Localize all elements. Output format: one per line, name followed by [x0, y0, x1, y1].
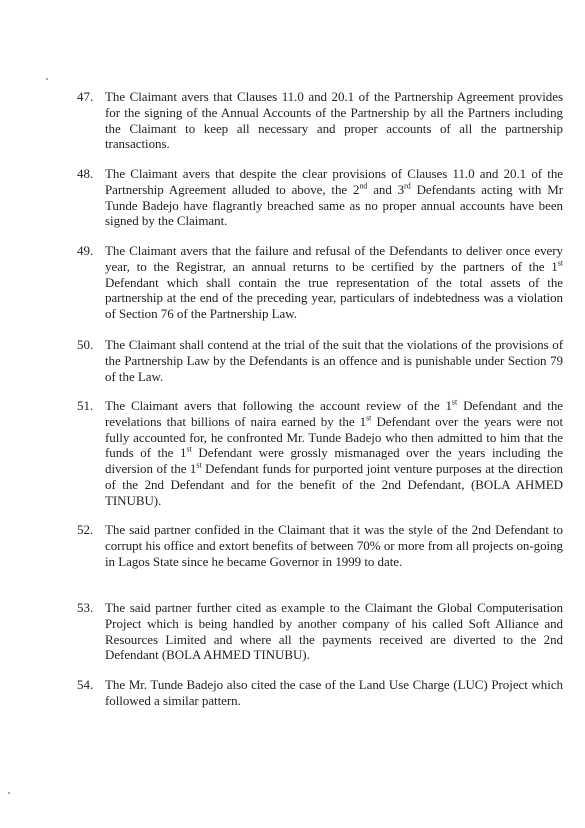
scan-speck — [46, 78, 48, 80]
paragraph-text: The Claimant avers that the failure and refusal of the Defendants to deliver once every year, to the Registrar, an annual returns to be certified by the partners of the 1st Defendant which shall contain the true representation of the total assets of the partnership at the end of the preceding year, particulars of indebtedness was a violation of Section 76 of the Partnership Law. — [105, 243, 563, 322]
paragraph-text: The Claimant shall contend at the trial of the suit that the violations of the provisions of the Partnership Law by the Defendants is an offence and is punishable under Section 79 of the Law. — [105, 337, 563, 384]
paragraph-number: 51. — [77, 398, 94, 413]
paragraph-number: 49. — [77, 243, 94, 258]
paragraph-number: 54. — [77, 677, 94, 692]
paragraph-number: 50. — [77, 337, 94, 352]
paragraph-text: The Mr. Tunde Badejo also cited the case of the Land Use Charge (LUC) Project which followed a similar pattern. — [105, 677, 563, 708]
paragraph-text: The Claimant avers that despite the clear provisions of Clauses 11.0 and 20.1 of the Partnership Agreement alluded to above, the 2nd and 3rd Defendants acting with Mr Tunde Badejo have flagrantly breached same as no proper annual accounts have been signed by the Claimant. — [105, 166, 563, 229]
paragraph-number: 48. — [77, 166, 94, 181]
paragraph-text: The Claimant avers that following the account review of the 1st Defendant and the revelations that billions of naira earned by the 1st Defendant over the years were not fully accounted for, he confronted Mr. Tunde Badejo who then admitted to him that the funds of the 1st Defendant were grossly mismanaged over the years including the diversion of the 1st Defendant funds for purported joint venture purposes at the direction of the 2nd Defendant and for the benefit of the 2nd Defendant, (BOLA AHMED TINUBU). — [105, 397, 564, 508]
paragraph-number: 52. — [77, 522, 94, 537]
paragraph-text: The said partner further cited as example to the Claimant the Global Computerisation Project which is being handled by another company of his called Soft Alliance and Resources Limited and where all the payments received are diverted to the 2nd Defendant (BOLA AHMED TINUBU). — [105, 600, 563, 663]
scan-speck — [8, 792, 10, 794]
paragraph-text: The said partner confided in the Claimant that it was the style of the 2nd Defendant to corrupt his office and extort benefits of between 70% or more from all projects on-going in Lagos State since he became Governor in 1999 to date. — [105, 522, 563, 569]
paragraph-number: 53. — [77, 600, 94, 615]
paragraph-text: The Claimant avers that Clauses 11.0 and 20.1 of the Partnership Agreement provides for the signing of the Annual Accounts of the Partnership by all the Partners including the Claimant to keep all necessary and proper accounts of all the partnership transactions. — [105, 89, 563, 152]
paragraph-number: 47. — [77, 89, 94, 104]
